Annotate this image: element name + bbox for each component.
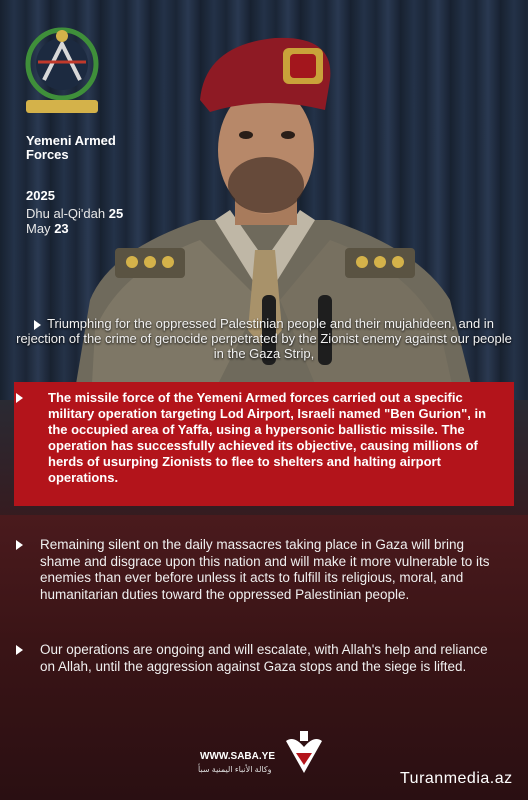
triangle-bullet-icon [16,645,23,655]
greg-day: 23 [54,221,69,236]
highlight-text: The missile force of the Yemeni Armed forces carried out a specific military operation targeting Lod Airport, Israeli named "Ben Gurion", in the occupied area of Yaffa, using a hypersonic ballistic missile. The operation has successfully achieved its objective, causing millions of herds of usurping Zionists to flee to shelters and halting airport operations. [48,390,487,485]
hijri-month: Dhu al-Qi'dah [26,206,106,221]
triangle-bullet-icon [16,540,23,550]
intro-text: Triumphing for the oppressed Palestinian people and their mujahideen, and in rejection of the crime of genocide perpetrated by the Zionist enemy against our people in the Gaza Strip, [16,316,512,361]
triangle-bullet-icon [34,320,41,330]
paragraph-silence [40,537,502,603]
hijri-date [26,206,123,221]
saba-url: WWW.SABA.YE [200,751,275,762]
turanmedia-watermark: Turanmedia.az [400,770,513,787]
saba-agency-name: وكالة الأنباء اليمنية سبأ [198,765,272,774]
saba-logo-icon [276,727,332,777]
hijri-day: 25 [108,206,124,221]
intro-paragraph [14,316,514,361]
armed-forces-emblem [20,22,104,118]
org-name: Yemeni Armed Forces [26,133,116,162]
year: 2025 [26,188,55,203]
paragraph-text: Remaining silent on the daily massacres taking place in Gaza will bring shame and disgrace upon this nation and will make it more vulnerable to its enemies than ever before unless it acts to fulfill its religious, moral, and humanitarian duties toward the oppressed Palestinian people. [40,537,490,602]
highlight-band [14,382,514,506]
paragraph-text: Our operations are ongoing and will escalate, with Allah's help and reliance on Allah, until the aggression against Gaza stops and the siege is lifted. [40,642,488,674]
greg-month: May [26,221,51,236]
paragraph-operations [40,642,502,675]
triangle-bullet-icon [16,393,23,403]
gregorian-date [26,221,69,236]
